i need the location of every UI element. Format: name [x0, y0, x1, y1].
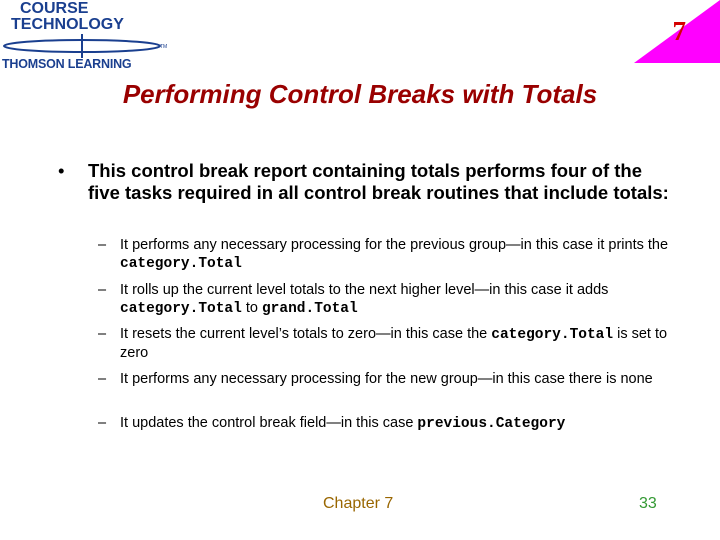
footer-chapter: Chapter 7: [323, 495, 394, 512]
sub-bullet-text: [120, 370, 680, 388]
code-term: category.Total: [491, 327, 614, 343]
sub-bullet-marker: –: [98, 282, 107, 298]
sub-bullet-text-part: It performs any necessary processing for the new group—in this case there is none: [120, 371, 653, 387]
course-technology-logo: [0, 0, 175, 75]
sub-bullet-text-part: is set to zero: [120, 326, 668, 361]
sub-bullet-text: [120, 281, 680, 318]
chapter-tag-number: 7: [672, 16, 686, 46]
code-term: category.Total: [120, 256, 242, 272]
sub-bullet-text: [120, 414, 680, 433]
sub-bullet-text: [120, 325, 680, 362]
code-term: grand.Total: [261, 301, 358, 317]
svg-text:TM: TM: [160, 44, 168, 50]
code-term: category.Total: [120, 301, 242, 317]
sub-bullet-marker: –: [98, 237, 107, 253]
sub-bullet-text: [120, 236, 680, 273]
sub-bullet-text-part: It rolls up the current level totals to the next higher level—in this case it adds: [120, 282, 609, 298]
chapter-tag: [634, 0, 720, 63]
footer-page-number: 33: [639, 495, 657, 512]
sub-bullet-text-part: It updates the control break field—in this case: [120, 415, 418, 431]
sub-bullet-text-part: It resets the current level’s totals to zero—in this case the: [120, 326, 492, 342]
sub-bullet-text-part: It performs any necessary processing for the previous group—in this case it prints the: [120, 237, 669, 253]
logo-line-technology: TECHNOLOGY: [11, 16, 124, 33]
logo-line-course: COURSE: [20, 0, 89, 17]
logo-line-thomson: THOMSON LEARNING: [2, 57, 132, 71]
main-bullet-text: This control break report containing totals performs four of the five tasks required in all control break routines that include totals:: [88, 160, 669, 203]
slide-title: [0, 79, 720, 110]
sub-bullet-marker: –: [98, 326, 107, 342]
sub-bullet-marker: –: [98, 371, 107, 387]
bullet-marker: •: [58, 160, 65, 181]
sub-bullet-text-part: to: [241, 300, 262, 316]
sub-bullet-marker: –: [98, 415, 107, 431]
slide-title-text: Performing Control Breaks with Totals: [122, 79, 598, 109]
code-term: previous.Category: [417, 416, 566, 432]
